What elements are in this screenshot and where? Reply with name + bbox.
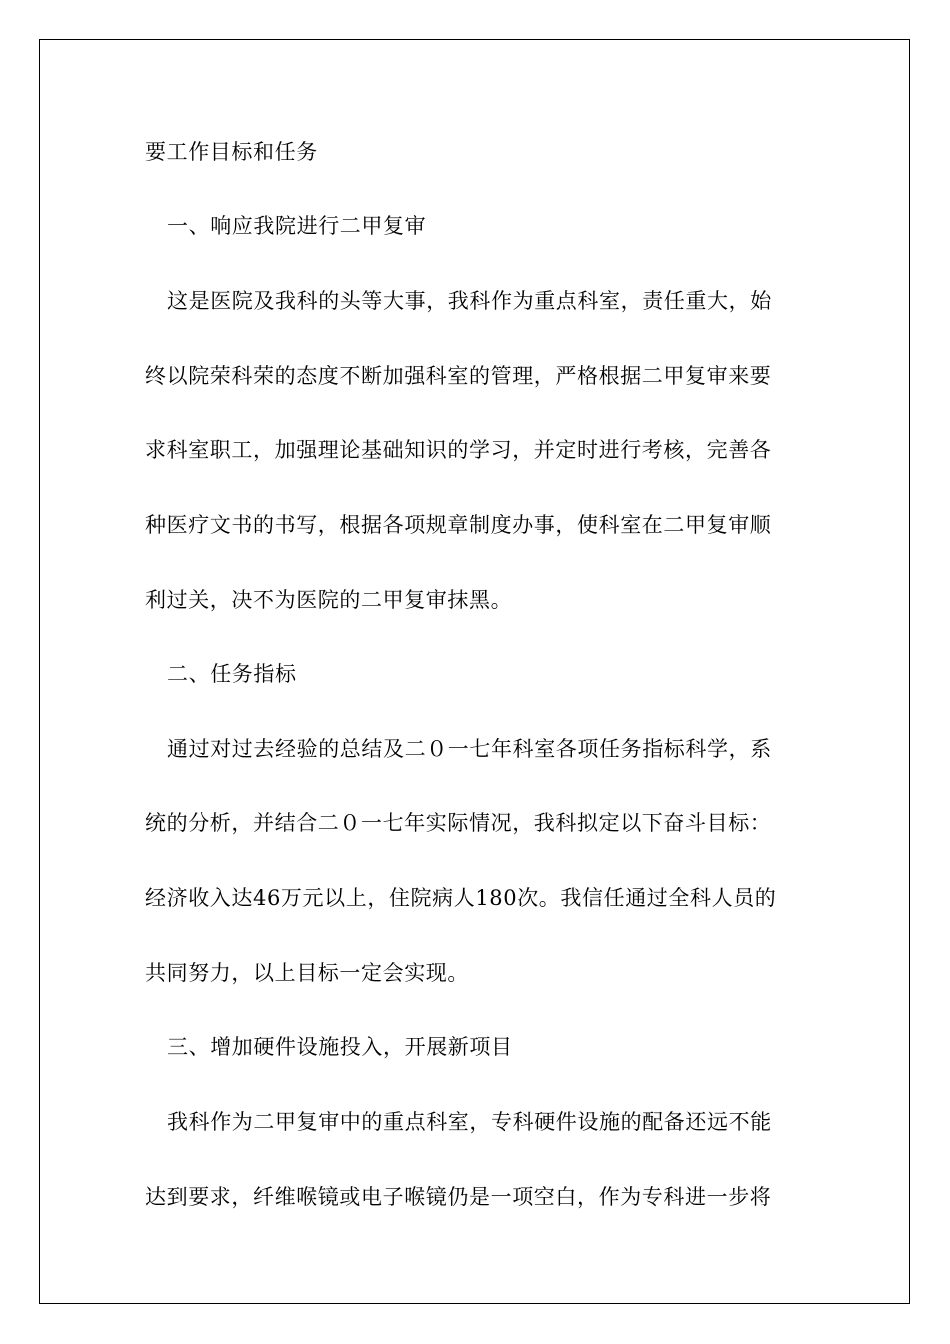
paragraph-1-line-4: 种医疗文书的书写，根据各项规章制度办事，使科室在二甲复审顺 [145,513,772,537]
paragraph-1-line-1: 这是医院及我科的头等大事，我科作为重点科室，责任重大，始 [167,289,772,313]
paragraph-2-line-1: 通过对过去经验的总结及二０一七年科室各项任务指标科学，系 [167,737,772,761]
paragraph-1-line-5: 利过关，决不为医院的二甲复审抹黑。 [145,588,513,612]
paragraph-1-line-3: 求科室职工，加强理论基础知识的学习，并定时进行考核，完善各 [145,438,772,462]
section-heading-3: 三、增加硬件设施投入，开展新项目 [167,1035,513,1059]
paragraph-2-line-4: 共同努力，以上目标一定会实现。 [145,961,469,985]
section-heading-2: 二、任务指标 [167,662,297,686]
paragraph-1-line-2: 终以院荣科荣的态度不断加强科室的管理，严格根据二甲复审来要 [145,364,772,388]
text-line-continuation-heading: 要工作目标和任务 [145,140,318,164]
section-heading-1: 一、响应我院进行二甲复审 [167,214,427,238]
paragraph-2-line-2: 统的分析，并结合二０一七年实际情况，我科拟定以下奋斗目标： [145,811,772,835]
paragraph-3-line-1: 我科作为二甲复审中的重点科室，专科硬件设施的配备还远不能 [167,1110,772,1134]
paragraph-2-line-3: 经济收入达46万元以上，住院病人180次。我信任通过全科人员的 [145,886,777,910]
paragraph-3-line-2: 达到要求，纤维喉镜或电子喉镜仍是一项空白，作为专科进一步将 [145,1185,772,1209]
